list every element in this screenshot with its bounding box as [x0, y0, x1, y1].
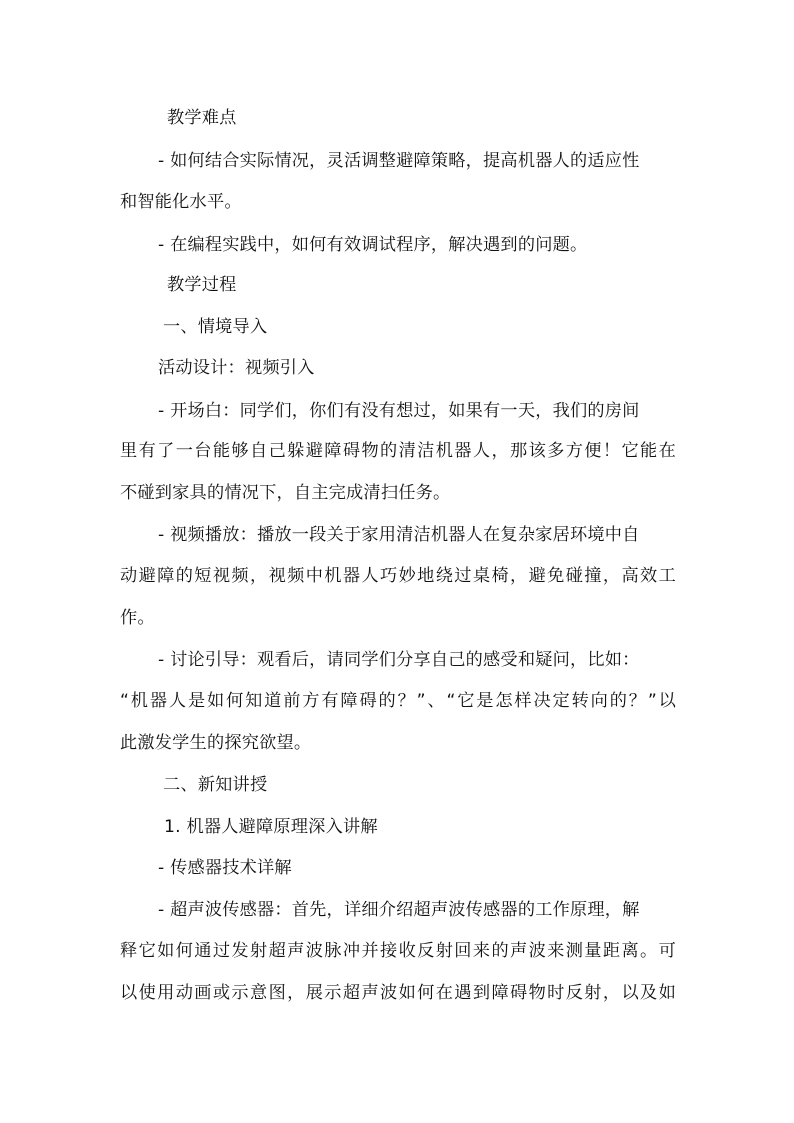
paragraph-line: - 讨论引导：观看后，请同学们分享自己的感受和疑问，比如： [158, 650, 640, 670]
paragraph-line: 作。 [120, 608, 155, 628]
activity-design: 活动设计：视频引入 [158, 358, 315, 378]
paragraph-line: 以使用动画或示意图，展示超声波如何在遇到障碍物时反射，以及如 [120, 983, 676, 1003]
paragraph-line: 不碰到家具的情况下，自主完成清扫任务。 [120, 483, 451, 503]
paragraph-line: - 视频播放：播放一段关于家用清洁机器人在复杂家居环境中自 [158, 525, 640, 545]
paragraph-line: - 开场白：同学们，你们有没有想过，如果有一天，我们的房间 [158, 401, 640, 421]
section-heading: 二、新知讲授 [163, 775, 268, 795]
paragraph-line: 动避障的短视频，视频中机器人巧妙地绕过桌椅，避免碰撞，高效工 [120, 566, 676, 586]
numbered-item: 1. 机器人避障原理深入讲解 [164, 817, 378, 837]
paragraph-line: 释它如何通过发射超声波脉冲并接收反射回来的声波来测量距离。可 [120, 941, 676, 961]
heading-teaching-difficulty: 教学难点 [167, 108, 237, 128]
heading-teaching-process: 教学过程 [167, 275, 237, 295]
paragraph-line: 此激发学生的探究欲望。 [120, 733, 312, 753]
paragraph-line: - 超声波传感器：首先，详细介绍超声波传感器的工作原理，解 [158, 900, 640, 920]
paragraph-line: - 在编程实践中，如何有效调试程序，解决遇到的问题。 [158, 235, 588, 255]
paragraph-line: 里有了一台能够自己躲避障碍物的清洁机器人，那该多方便！它能在 [120, 441, 676, 461]
paragraph-line: 和智能化水平。 [120, 192, 242, 212]
paragraph-line: - 如何结合实际情况，灵活调整避障策略，提高机器人的适应性 [158, 151, 640, 171]
paragraph-line: “机器人是如何知道前方有障碍的？”、“它是怎样决定转向的？”以 [120, 691, 676, 711]
section-heading: 一、情境导入 [163, 317, 268, 337]
bullet-item: - 传感器技术详解 [158, 858, 292, 878]
